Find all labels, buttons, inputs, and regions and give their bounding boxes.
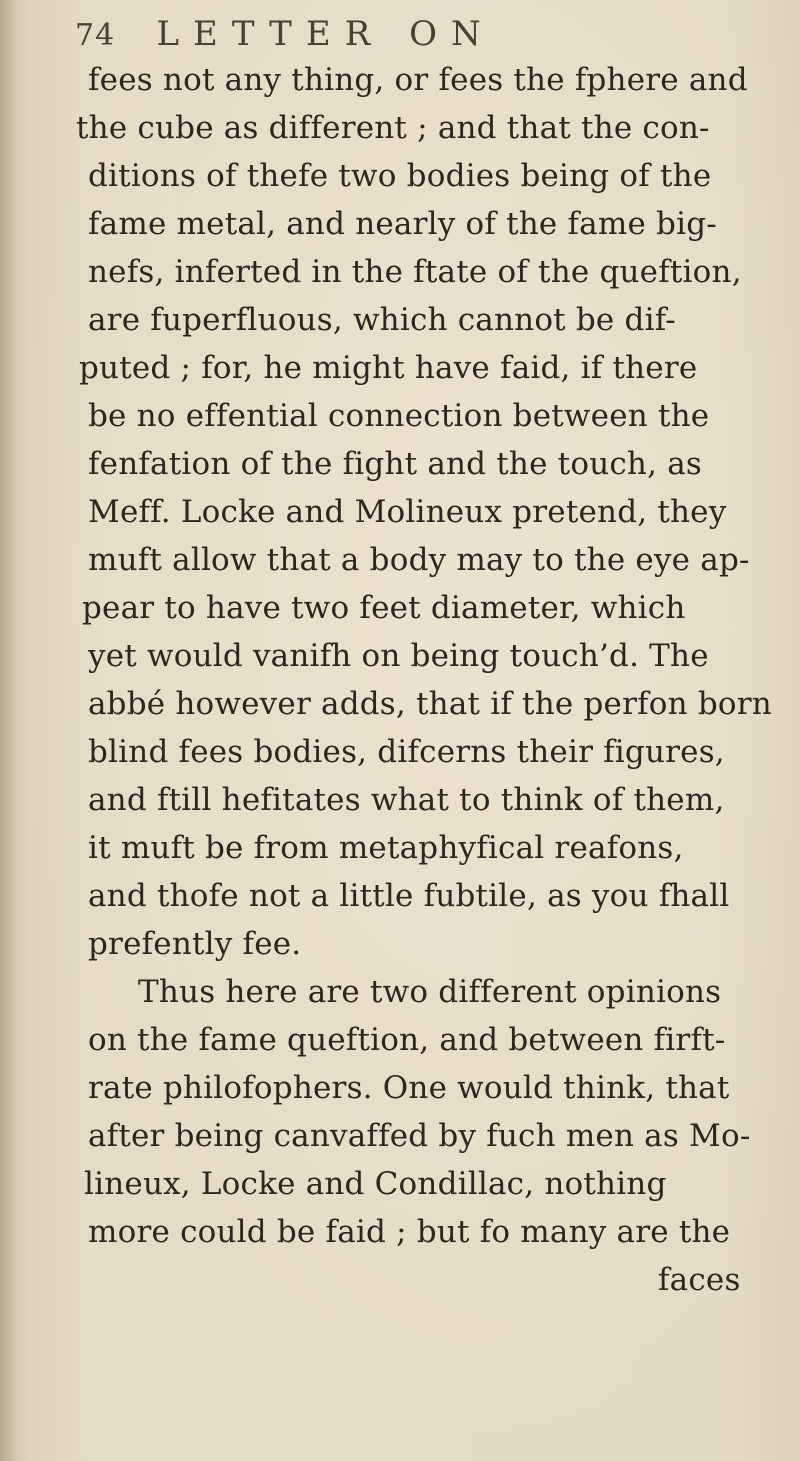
text-line-7: puted ; for, he might have faid, if there: [79, 350, 698, 386]
text-line-13: yet would vanifh on being touch’d. The: [88, 638, 709, 674]
text-line-6: are fuperfluous, which cannot be dif-: [88, 302, 676, 338]
text-line-3: ditions of thefe two bodies being of the: [88, 158, 712, 194]
catchword: faces: [658, 1262, 741, 1298]
text-line-24: lineux, Locke and Condillac, nothing: [84, 1166, 667, 1202]
page-number: 74: [75, 18, 116, 53]
text-line-22: rate philofophers. One would think, that: [88, 1070, 730, 1106]
running-head: [75, 8, 775, 60]
text-line-25: more could be faid ; but fo many are the: [88, 1214, 731, 1250]
page-edge-shadow: [0, 0, 18, 1461]
text-line-8: be no effential connection between the: [88, 398, 710, 434]
text-line-15: blind fees bodies, difcerns their figures,: [88, 734, 725, 770]
text-line-18: and thofe not a little fubtile, as you fhall: [88, 878, 730, 914]
text-line-21: on the fame queftion, and between firft-: [88, 1022, 726, 1058]
text-line-16: and ftill hefitates what to think of them,: [88, 782, 725, 818]
text-line-4: fame metal, and nearly of the fame big-: [88, 206, 717, 242]
text-line-20: Thus here are two different opinions: [138, 974, 722, 1010]
text-line-19: prefently fee.: [88, 926, 302, 962]
text-line-11: muft allow that a body may to the eye ap-: [88, 542, 750, 578]
text-line-9: fenfation of the fight and the touch, as: [88, 446, 702, 482]
text-line-5: nefs, inferted in the ftate of the queftion,: [88, 254, 742, 290]
text-line-12: pear to have two feet diameter, which: [82, 590, 686, 626]
text-line-2: the cube as different ; and that the con-: [76, 110, 710, 146]
running-title: LETTER ON: [156, 14, 495, 54]
text-line-17: it muft be from metaphyfical reafons,: [88, 830, 684, 866]
text-line-14: abbé however adds, that if the perfon born: [88, 686, 772, 722]
text-line-23: after being canvaffed by fuch men as Mo-: [88, 1118, 751, 1154]
text-line-10: Meff. Locke and Molineux pretend, they: [88, 494, 727, 530]
text-line-1: fees not any thing, or fees the fphere and: [88, 62, 748, 98]
